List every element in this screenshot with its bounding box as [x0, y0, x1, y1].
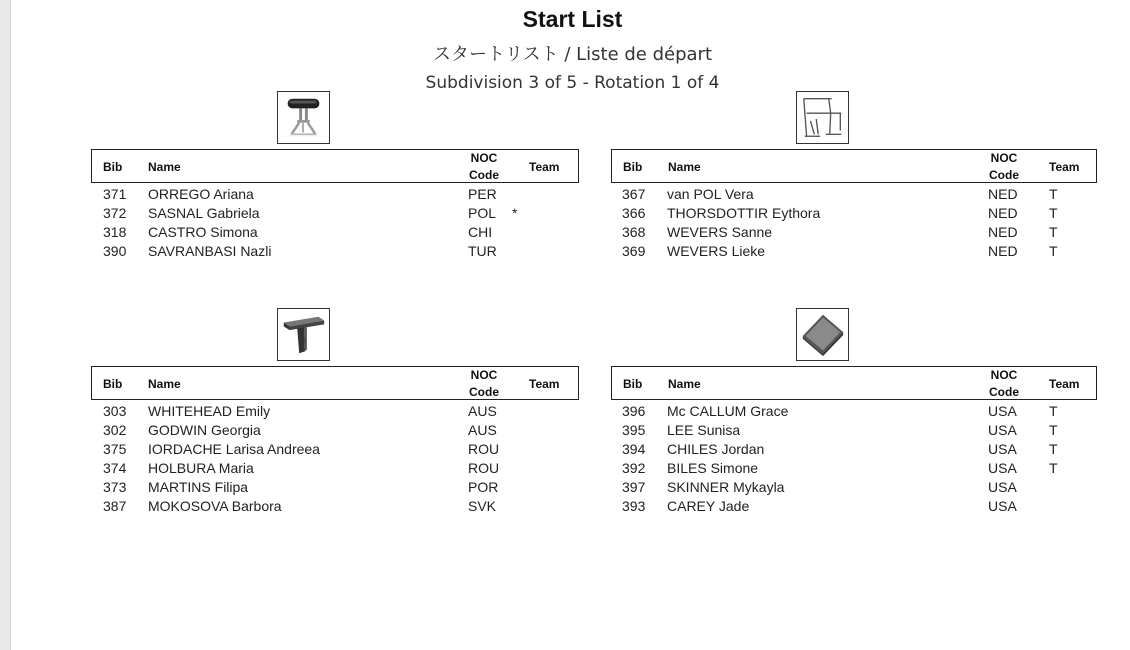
header-name: Name [668, 160, 701, 174]
noc-cell: PER [468, 186, 497, 202]
bib-cell: 303 [103, 403, 127, 419]
header-team: Team [1049, 377, 1080, 391]
header-name: Name [148, 160, 181, 174]
bib-cell: 375 [103, 441, 127, 457]
bib-cell: 373 [103, 479, 127, 495]
bib-cell: 366 [622, 205, 646, 221]
noc-cell: NED [988, 186, 1018, 202]
noc-cell: AUS [468, 403, 497, 419]
header-name: Name [668, 377, 701, 391]
bib-cell: 390 [103, 243, 127, 259]
noc-cell: USA [988, 422, 1017, 438]
athlete-name: MARTINS Filipa [148, 479, 249, 495]
table-row [91, 440, 561, 459]
header-team: Team [529, 160, 560, 174]
bib-cell: 392 [622, 460, 646, 476]
athlete-name: IORDACHE Larisa Andreea [148, 441, 320, 457]
athlete-name: THORSDOTTIR Eythora [667, 205, 821, 221]
noc-cell: USA [988, 403, 1017, 419]
header-name: Name [148, 377, 181, 391]
vault-icon [277, 91, 330, 144]
athlete-name: CASTRO Simona [148, 224, 258, 240]
athlete-name: WEVERS Lieke [667, 243, 766, 259]
noc-cell: ROU [468, 460, 500, 476]
header-bib: Bib [623, 160, 643, 174]
noc-cell: ROU [468, 441, 500, 457]
noc-cell: NED [988, 205, 1018, 221]
athlete-name: CAREY Jade [667, 498, 750, 514]
table-header-vault [91, 149, 579, 183]
athlete-name: WEVERS Sanne [667, 224, 773, 240]
bib-cell: 369 [622, 243, 646, 259]
table-row [611, 421, 1081, 440]
header-noc-code: NOC Code [989, 151, 1019, 182]
athlete-name: CHILES Jordan [667, 441, 765, 457]
noc-cell: CHI [468, 224, 493, 240]
athlete-name: SASNAL Gabriela [148, 205, 260, 221]
athlete-name: Mc CALLUM Grace [667, 403, 789, 419]
table-row [91, 421, 561, 440]
team-cell: T [1049, 422, 1058, 438]
athlete-name: SKINNER Mykayla [667, 479, 785, 495]
page-subtitle: スタートリスト / Liste de départ [432, 44, 713, 65]
team-cell: T [1049, 205, 1058, 221]
table-row [611, 459, 1081, 478]
team-cell: T [1049, 186, 1058, 202]
noc-cell: USA [988, 460, 1017, 476]
noc-cell: AUS [468, 422, 497, 438]
athlete-name: LEE Sunisa [667, 422, 741, 438]
header-team: Team [529, 377, 560, 391]
table-row [611, 185, 1081, 204]
table-row [91, 242, 561, 261]
noc-cell: USA [988, 479, 1017, 495]
header-bib: Bib [623, 377, 643, 391]
bib-cell: 318 [103, 224, 127, 240]
team-cell: T [1049, 460, 1058, 476]
athlete-name: HOLBURA Maria [148, 460, 254, 476]
header-bib: Bib [103, 160, 123, 174]
left-edge-line [10, 0, 11, 650]
header-noc-code: NOC Code [469, 151, 499, 182]
table-row [91, 204, 561, 223]
noc-cell: TUR [468, 243, 497, 259]
bib-cell: 302 [103, 422, 127, 438]
noc-cell: SVK [468, 498, 497, 514]
table-row [611, 478, 1081, 497]
floor-exercise-icon [796, 308, 849, 361]
team-cell: T [1049, 224, 1058, 240]
athlete-name: WHITEHEAD Emily [148, 403, 271, 419]
bib-cell: 374 [103, 460, 127, 476]
athlete-name: GODWIN Georgia [148, 422, 261, 438]
table-header-floor-exercise [611, 366, 1097, 400]
bib-cell: 397 [622, 479, 646, 495]
team-cell: T [1049, 243, 1058, 259]
header-bib: Bib [103, 377, 123, 391]
bib-cell: 395 [622, 422, 646, 438]
team-cell: T [1049, 441, 1058, 457]
bib-cell: 387 [103, 498, 127, 514]
athlete-name: SAVRANBASI Nazli [148, 243, 272, 259]
table-row [611, 402, 1081, 421]
balance-beam-icon [277, 308, 330, 361]
left-edge-bar [0, 0, 10, 650]
table-row [611, 204, 1081, 223]
table-row [91, 185, 561, 204]
athlete-name: van POL Vera [667, 186, 754, 202]
bib-cell: 396 [622, 403, 646, 419]
athlete-name: BILES Simone [667, 460, 759, 476]
header-noc-code: NOC Code [469, 368, 499, 399]
athlete-name: ORREGO Ariana [148, 186, 254, 202]
team-cell: * [512, 205, 518, 221]
bib-cell: 372 [103, 205, 127, 221]
table-row [91, 402, 561, 421]
bib-cell: 371 [103, 186, 127, 202]
table-row [91, 223, 561, 242]
table-row [91, 459, 561, 478]
bib-cell: 368 [622, 224, 646, 240]
table-header-uneven-bars [611, 149, 1097, 183]
page-title: Start List [522, 6, 623, 32]
noc-cell: NED [988, 224, 1018, 240]
table-row [611, 242, 1081, 261]
noc-cell: POR [468, 479, 499, 495]
table-header-balance-beam [91, 366, 579, 400]
noc-cell: USA [988, 498, 1017, 514]
uneven-bars-icon [796, 91, 849, 144]
noc-cell: POL [468, 205, 497, 221]
bib-cell: 367 [622, 186, 646, 202]
noc-cell: USA [988, 441, 1017, 457]
table-row [611, 440, 1081, 459]
bib-cell: 393 [622, 498, 646, 514]
table-row [611, 223, 1081, 242]
header-noc-code: NOC Code [989, 368, 1019, 399]
table-row [91, 497, 561, 516]
table-row [611, 497, 1081, 516]
noc-cell: NED [988, 243, 1018, 259]
header-team: Team [1049, 160, 1080, 174]
athlete-name: MOKOSOVA Barbora [148, 498, 282, 514]
table-row [91, 478, 561, 497]
subdivision-rotation: Subdivision 3 of 5 - Rotation 1 of 4 [425, 73, 720, 93]
team-cell: T [1049, 403, 1058, 419]
bib-cell: 394 [622, 441, 646, 457]
